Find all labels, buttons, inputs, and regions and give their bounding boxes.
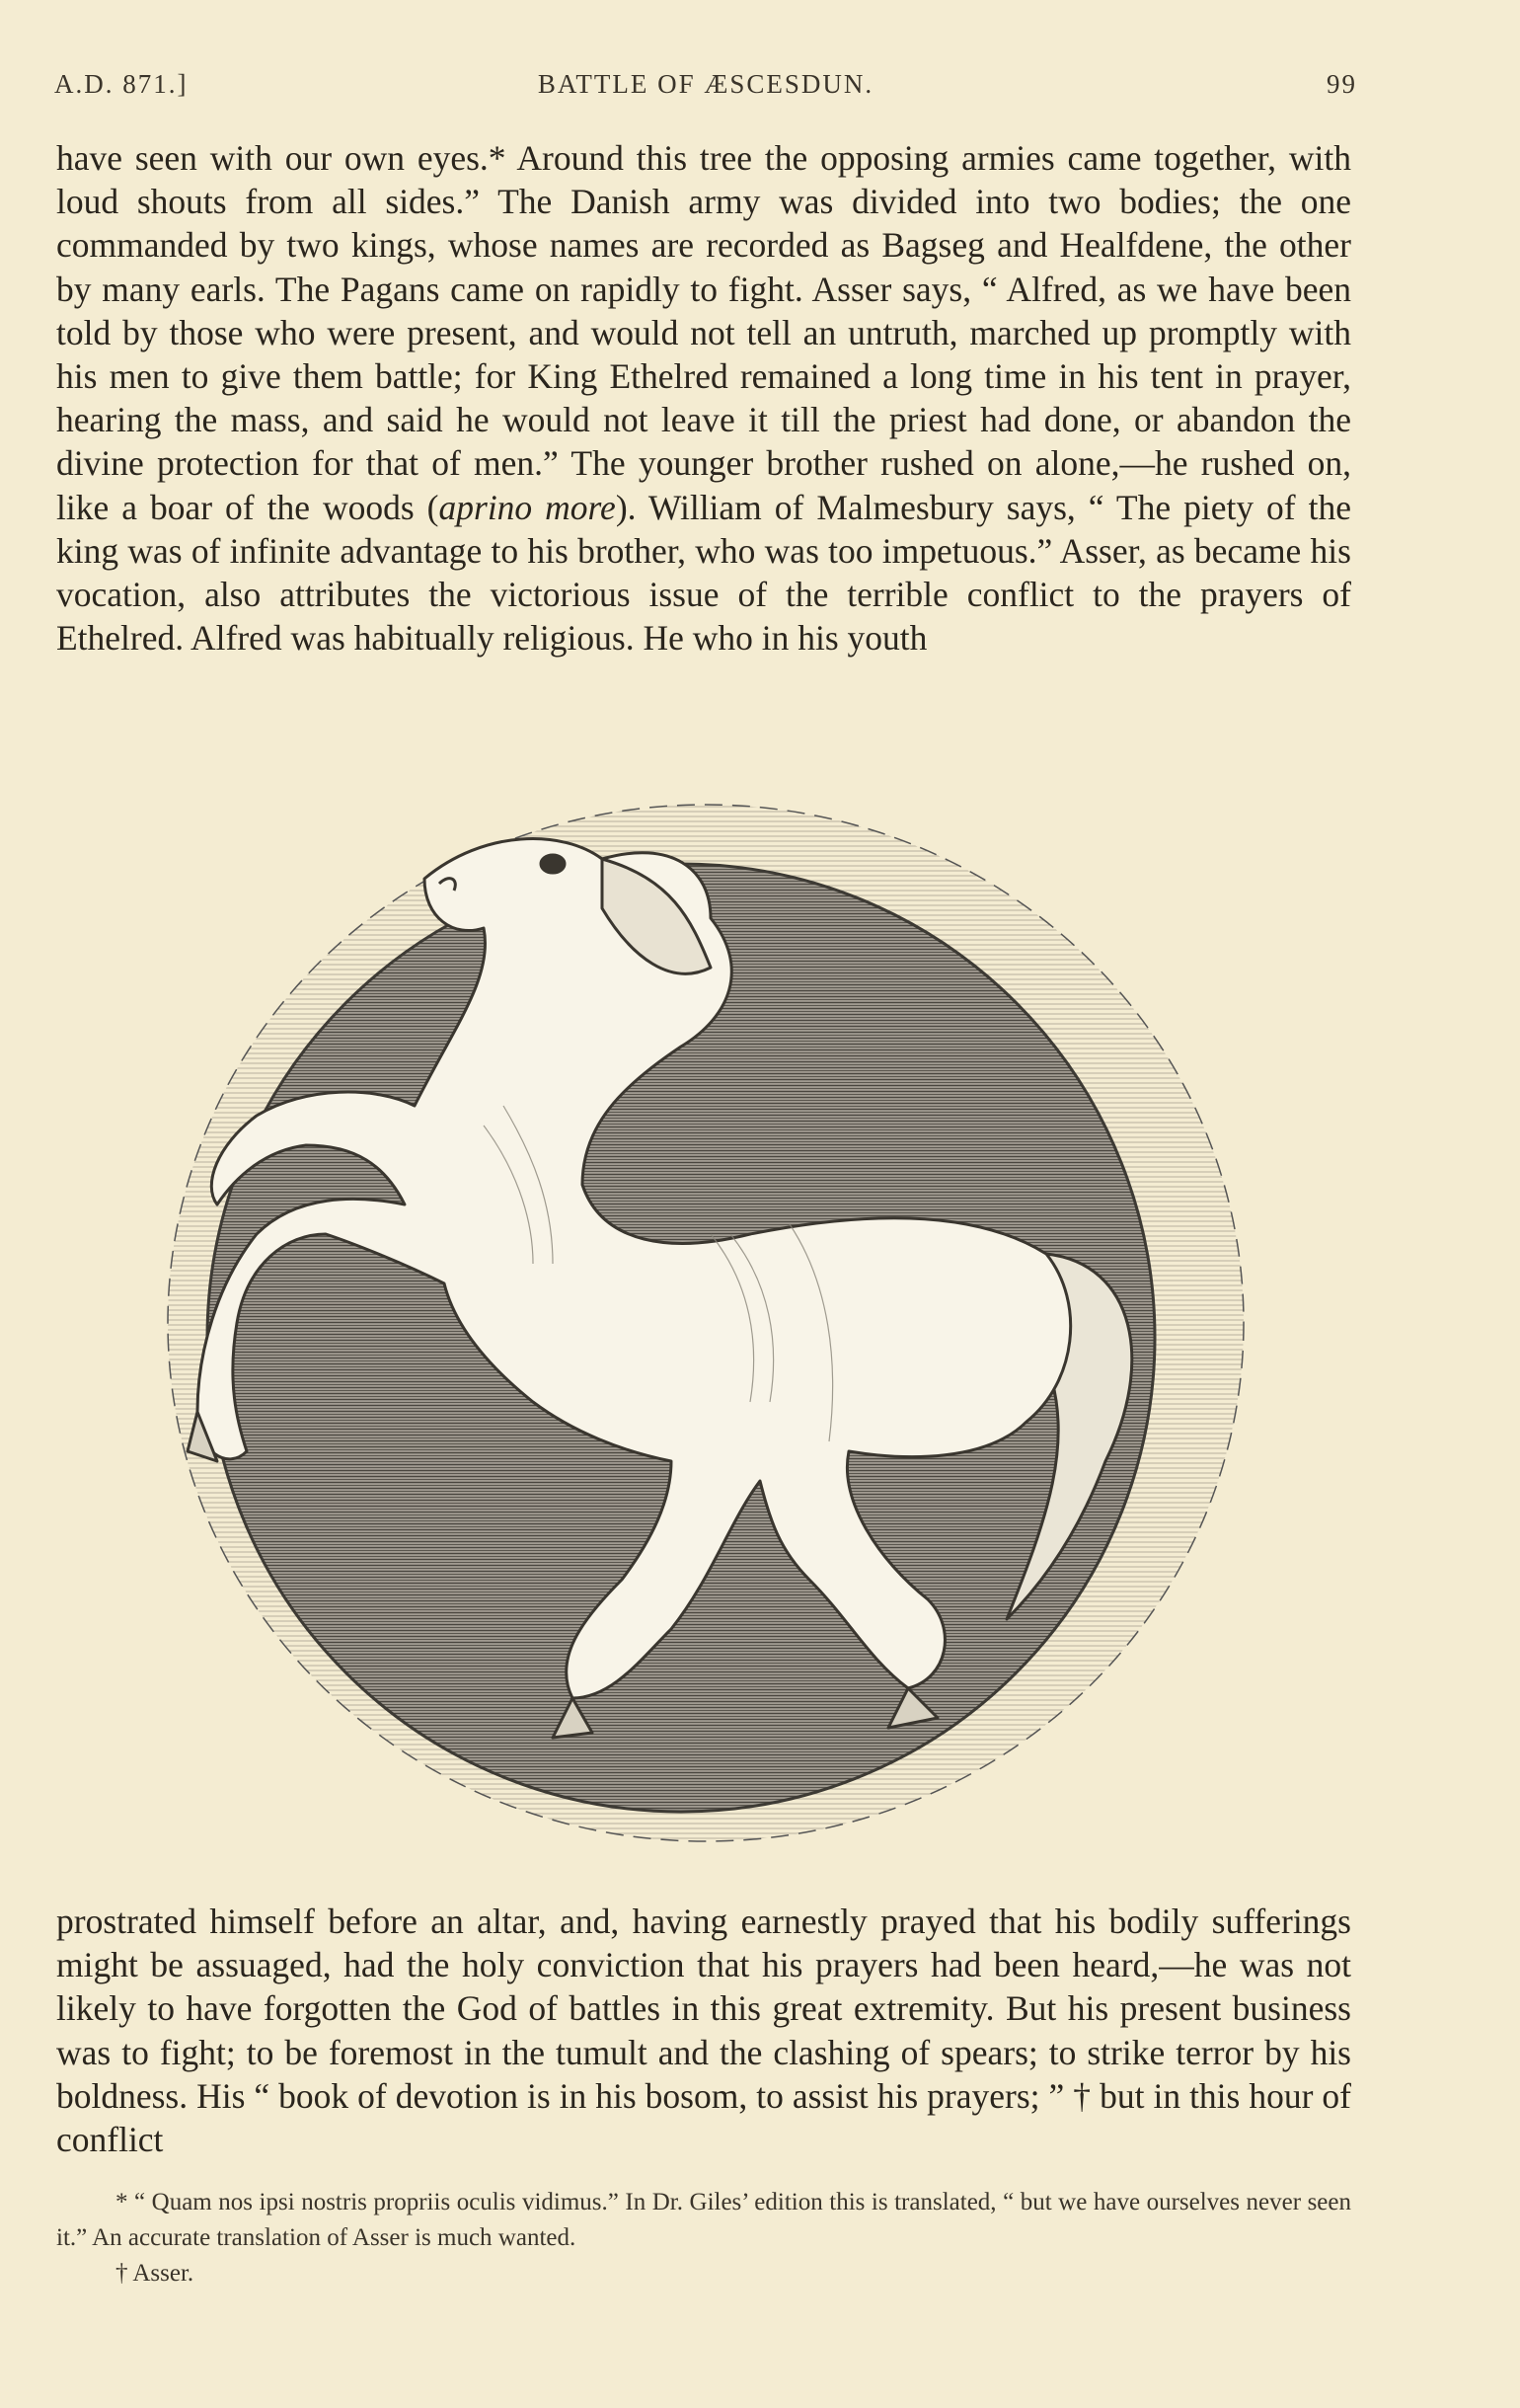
footnote: * “ Quam nos ipsi nostris propriis oculis vidimus.” In Dr. Giles’ edition this is translated, “ but we have ourselves never seen it.” An accurate translation of Asser is much wanted. bbox=[56, 2189, 1351, 2251]
italic-phrase: aprino more bbox=[438, 487, 616, 527]
header-title: BATTLE OF ÆSCESDUN. bbox=[537, 69, 874, 99]
text-run: ). William of Malmesbury says, “ The piety of the king was of infinite advantage to his brother, who was too impetuous.” Asser, as became his vocation, also attributes the victorious issue of the terrible conflict to the prayers of Ethelred. Alfred was habitually religious. He who in his youth bbox=[56, 487, 1351, 659]
header-date: A.D. 871.] bbox=[54, 69, 189, 99]
body-text-top bbox=[56, 136, 1351, 660]
horse-eye bbox=[541, 855, 565, 873]
text-run: have seen with our own eyes.* Around this tree the opposing armies came together, with loud shouts from all sides.” The Danish army was divided into two bodies; the one commanded by two kings, whose names are recorded as Bagseg and Healfdene, the other by many earls. The Pagans came on rapidly to fight. Asser says, “ Alfred, as we have been told by those who were present, and would not tell an untruth, marched up promptly with his men to give them battle; for King Ethelred remained a long time in his tent in prayer, hearing the mass, and said he would not leave it till the priest had done, or abandon the divine protection for that of men.” The younger brother rushed on alone,—he rushed on, like a boar of the woods ( bbox=[56, 138, 1351, 527]
footnote: † Asser. bbox=[115, 2260, 194, 2287]
footnotes bbox=[56, 2185, 1351, 2291]
paragraph: prostrated himself before an altar, and, having earnestly prayed that his bodily sufferings might be assuaged, had the holy conviction that his prayers had been heard,—he was not likely to have forgotten the God of battles in this great extremity. But his present business was to fight; to be foremost in the tumult and the clashing of spears; to strike terror by his boldness. His “ book of devotion is in his bosom, to assist his prayers; ” † but in this hour of conflict bbox=[56, 1902, 1351, 2160]
running-header bbox=[54, 69, 1357, 109]
body-text-bottom bbox=[56, 1900, 1351, 2161]
page-number: 99 bbox=[1327, 69, 1357, 99]
paragraph bbox=[56, 136, 1351, 660]
white-horse-illustration bbox=[158, 770, 1293, 1876]
